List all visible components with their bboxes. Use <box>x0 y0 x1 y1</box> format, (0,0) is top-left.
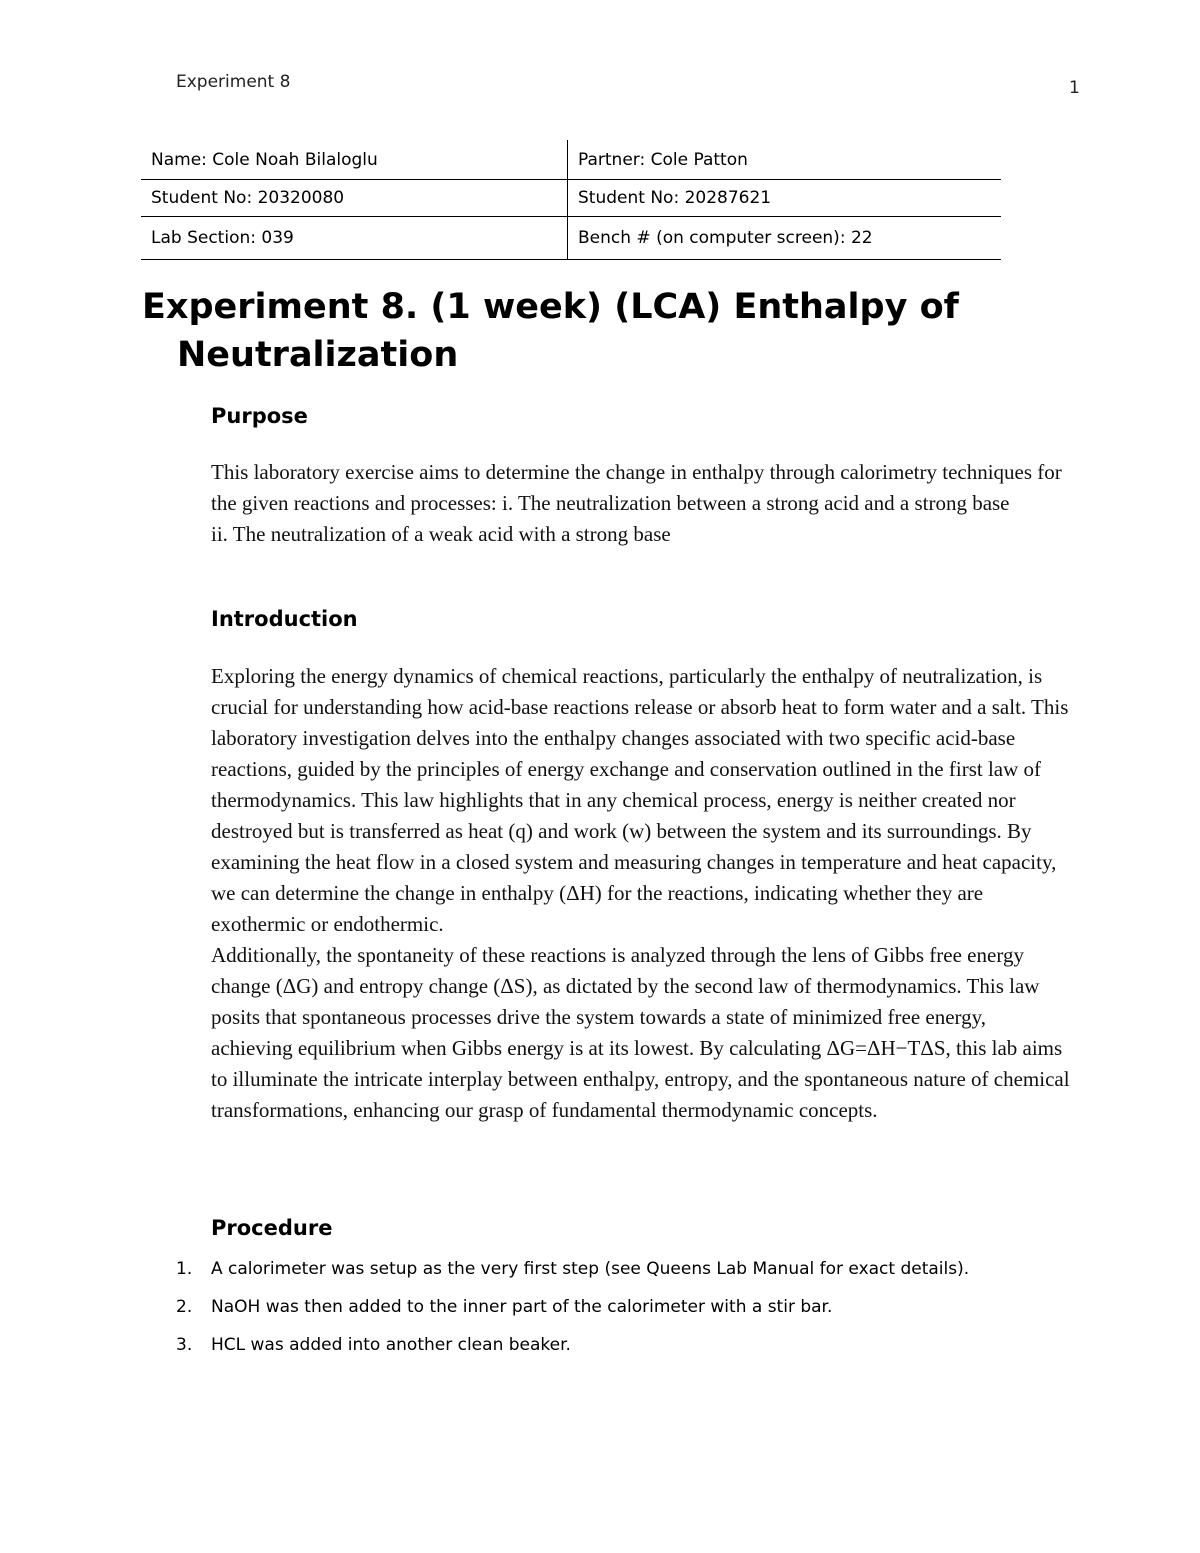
list-item <box>176 1294 1076 1332</box>
introduction-paragraph: Exploring the energy dynamics of chemical reactions, particularly the enthalpy of neutralization, is crucial for understanding how acid-base reactions release or absorb heat to form water and a salt. This laboratory investigation delves into the enthalpy changes associated with two specific acid-base reactions, guided by the principles of energy exchange and conservation outlined in the first law of thermodynamics. This law highlights that in any chemical process, energy is neither created nor destroyed but is transferred as heat (q) and work (w) between the system and its surroundings. By examining the heat flow in a closed system and measuring changes in temperature and heat capacity, we can determine the change in enthalpy (ΔH) for the reactions, indicating whether they are exothermic or endothermic. <box>211 664 1069 936</box>
step-number: 1. <box>176 1259 193 1279</box>
page-number: 1 <box>1069 78 1080 98</box>
lab-section-cell: Lab Section: 039 <box>141 217 568 260</box>
procedure-heading: Procedure <box>211 1216 333 1240</box>
page-title-line-2: Neutralization <box>177 335 459 375</box>
table-row <box>141 180 1001 217</box>
step-number: 3. <box>176 1335 193 1355</box>
step-text: HCL was added into another clean beaker. <box>211 1335 571 1355</box>
purpose-paragraph: This laboratory exercise aims to determine the change in enthalpy through calorimetry techniques for the given reactions and processes: i. The neutralization between a strong acid and a strong base <box>211 460 1062 515</box>
page-title <box>142 283 1042 379</box>
introduction-body <box>211 661 1071 1126</box>
step-text: NaOH was then added to the inner part of the calorimeter with a stir bar. <box>211 1297 833 1317</box>
partner-cell: Partner: Cole Patton <box>568 140 1002 180</box>
running-header-title: Experiment 8 <box>176 72 291 92</box>
procedure-list <box>176 1256 1076 1370</box>
bench-number-cell: Bench # (on computer screen): 22 <box>568 217 1002 260</box>
list-item <box>176 1332 1076 1370</box>
introduction-heading: Introduction <box>211 607 358 631</box>
purpose-paragraph: ii. The neutralization of a weak acid with a strong base <box>211 522 671 546</box>
table-row <box>141 217 1001 260</box>
student-number-cell: Student No: 20320080 <box>141 180 568 217</box>
step-number: 2. <box>176 1297 193 1317</box>
table-row <box>141 140 1001 180</box>
partner-student-number-cell: Student No: 20287621 <box>568 180 1002 217</box>
name-cell: Name: Cole Noah Bilaloglu <box>141 140 568 180</box>
step-text: A calorimeter was setup as the very first step (see Queens Lab Manual for exact details). <box>211 1259 970 1279</box>
purpose-body <box>211 457 1071 550</box>
student-info-table <box>141 140 1001 260</box>
purpose-heading: Purpose <box>211 404 308 428</box>
list-item <box>176 1256 1076 1294</box>
introduction-paragraph: Additionally, the spontaneity of these reactions is analyzed through the lens of Gibbs free energy change (ΔG) and entropy change (ΔS), as dictated by the second law of thermodynamics. This law posits that spontaneous processes drive the system towards a state of minimized free energy, achieving equilibrium when Gibbs energy is at its lowest. By calculating ΔG=ΔH−TΔS, this lab aims to illuminate the intricate interplay between enthalpy, entropy, and the spontaneous nature of chemical transformations, enhancing our grasp of fundamental thermodynamic concepts. <box>211 943 1070 1122</box>
page-title-line-1: Experiment 8. (1 week) (LCA) Enthalpy of <box>142 287 959 327</box>
